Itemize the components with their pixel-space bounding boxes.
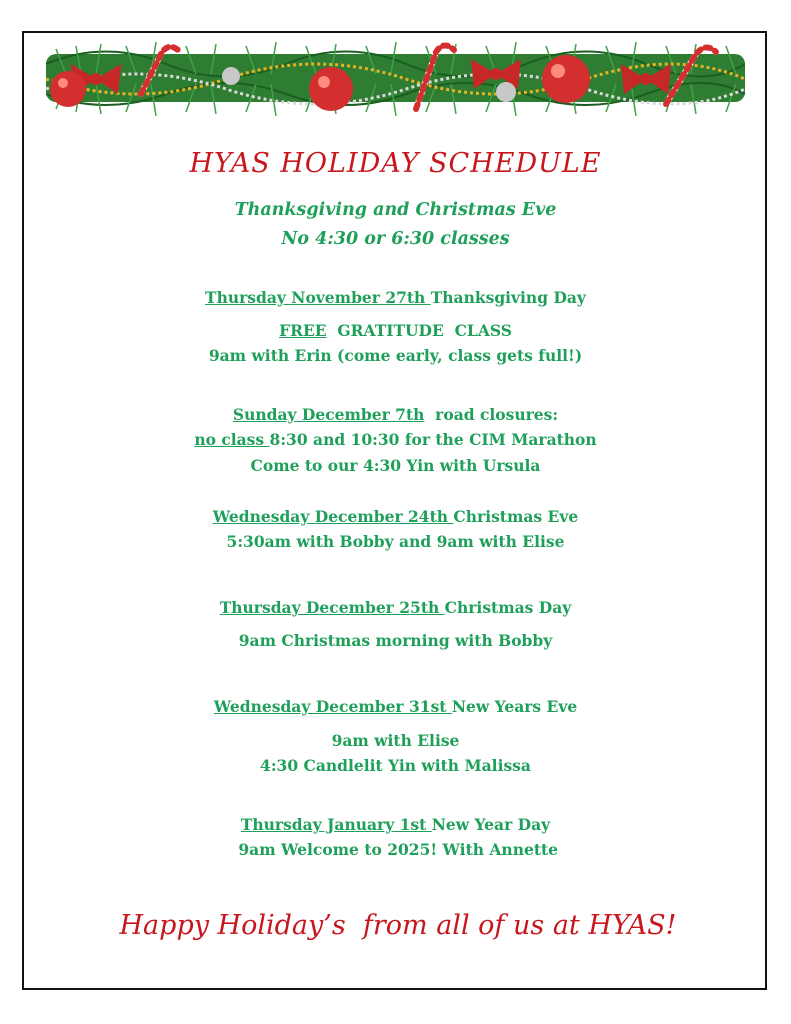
no-class-detail: 8:30 and 10:30 for the CIM Marathon: [269, 430, 597, 449]
free-label: FREE: [279, 321, 327, 340]
section-detail: Come to our 4:30 Yin with Ursula: [250, 456, 541, 475]
section-date: Thursday December 25th: [219, 598, 445, 617]
section-heading: [0, 697, 791, 716]
section-event: road closures:: [424, 405, 559, 424]
section-class-line: [0, 321, 791, 340]
section-event: Christmas Day: [444, 598, 572, 617]
section-date: Wednesday December 24th: [212, 507, 454, 526]
section-detail: 9am Christmas morning with Bobby: [238, 631, 553, 650]
section-event: Christmas Eve: [453, 507, 579, 526]
section-date: Thursday November 27th: [205, 288, 431, 307]
subtitle-line-2: No 4:30 or 6:30 classes: [281, 229, 510, 249]
no-class-label: no class: [194, 430, 270, 449]
section-date: Wednesday December 31st: [213, 697, 452, 716]
section-event: Thanksgiving Day: [430, 288, 586, 307]
section-detail: 9am with Erin (come early, class gets full!): [208, 346, 583, 365]
footer-greeting: Happy Holiday’s from all of us at HYAS!: [119, 910, 677, 941]
section-date: Sunday December 7th: [232, 405, 425, 424]
section-detail: 9am with Elise: [331, 731, 460, 750]
page-title: HYAS HOLIDAY SCHEDULE: [189, 148, 602, 179]
section-event: New Year Day: [431, 815, 551, 834]
christmas-garland-icon: [46, 34, 745, 120]
section-detail: 5:30am with Bobby and 9am with Elise: [226, 532, 565, 551]
section-no-class-line: [0, 430, 791, 449]
section-heading: [0, 598, 791, 617]
section-detail: 9am Welcome to 2025! With Annette: [232, 840, 559, 859]
section-date: Thursday January 1st: [240, 815, 432, 834]
class-name: GRATITUDE CLASS: [326, 321, 512, 340]
section-heading: [0, 507, 791, 526]
section-detail: 4:30 Candlelit Yin with Malissa: [260, 756, 531, 775]
section-event: New Years Eve: [451, 697, 578, 716]
section-heading: [0, 405, 791, 424]
subtitle-line-1: Thanksgiving and Christmas Eve: [234, 200, 557, 220]
section-heading: [0, 815, 791, 834]
section-heading: [0, 288, 791, 307]
